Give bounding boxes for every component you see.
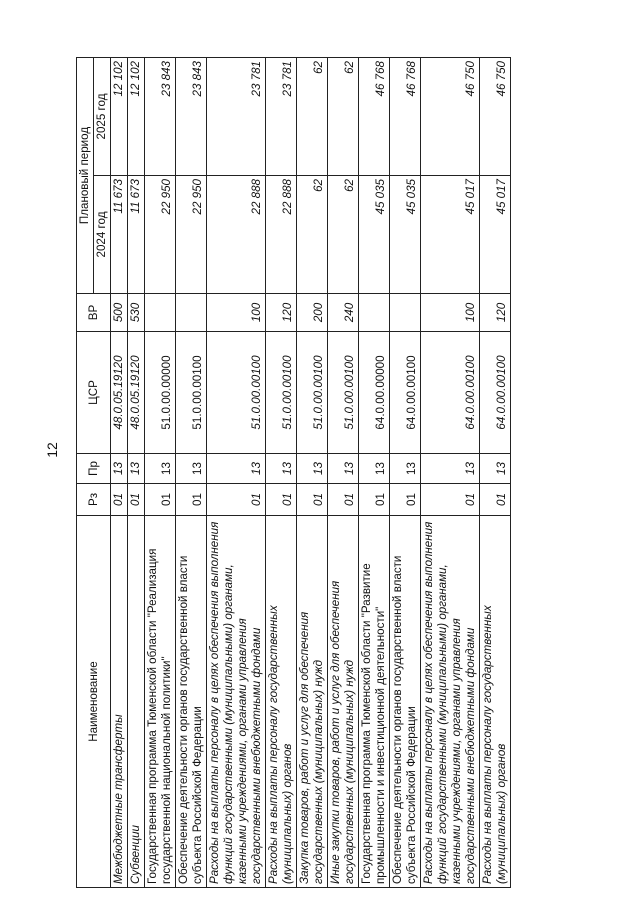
cell-2024: 62: [328, 176, 359, 294]
page-number: 12: [44, 442, 60, 458]
table-row: [328, 57, 359, 887]
cell-csr: 51.0.00.00100: [207, 332, 266, 454]
cell-2024: 22 888: [207, 176, 266, 294]
cell-2024: 45 035: [359, 176, 390, 294]
cell-name: Обеспечение деятельности органов государственной власти субъекта Российской Федерации: [390, 516, 421, 888]
cell-2024: 22 888: [266, 176, 297, 294]
cell-pr: 13: [145, 454, 176, 484]
cell-rz: 01: [328, 484, 359, 516]
cell-csr: 64.0.00.00000: [359, 332, 390, 454]
table-row: [480, 57, 511, 887]
cell-name: Межбюджетные трансферты: [111, 516, 128, 888]
cell-2025: 23 843: [176, 57, 207, 175]
cell-csr: 51.0.00.00100: [297, 332, 328, 454]
table-row: [421, 57, 480, 887]
cell-pr: 13: [207, 454, 266, 484]
cell-rz: 01: [390, 484, 421, 516]
cell-pr: 13: [421, 454, 480, 484]
cell-2025: 46 750: [480, 57, 511, 175]
cell-rz: 01: [359, 484, 390, 516]
cell-2024: 45 035: [390, 176, 421, 294]
header-plan-period: Плановый период: [77, 57, 94, 293]
cell-2024: 22 950: [176, 176, 207, 294]
cell-csr: 48.0.05.19120: [111, 332, 128, 454]
table-row: [390, 57, 421, 887]
cell-2024: 11 673: [111, 176, 128, 294]
cell-rz: 01: [480, 484, 511, 516]
cell-rz: 01: [111, 484, 128, 516]
cell-2024: 62: [297, 176, 328, 294]
cell-2025: 46 768: [359, 57, 390, 175]
cell-pr: 13: [297, 454, 328, 484]
cell-2025: 23 843: [145, 57, 176, 175]
cell-name: Расходы на выплаты персоналу в целях обеспечения выполнения функций государственными (муниципальными) органами, казенными учреждениями, органами управления государственными внебюджетными фондами: [421, 516, 480, 888]
cell-2025: 46 750: [421, 57, 480, 175]
header-name: Наименование: [77, 516, 111, 888]
cell-csr: 51.0.00.00100: [328, 332, 359, 454]
table-row: [266, 57, 297, 887]
cell-name: Иные закупки товаров, работ и услуг для обеспечения государственных (муниципальных) нужд: [328, 516, 359, 888]
cell-pr: 13: [266, 454, 297, 484]
cell-vr: 100: [207, 294, 266, 332]
cell-name: Расходы на выплаты персоналу в целях обеспечения выполнения функций государственными (муниципальными) органами, казенными учреждениями, органами управления государственными внебюджетными фондами: [207, 516, 266, 888]
cell-name: Расходы на выплаты персоналу государственных (муниципальных) органов: [480, 516, 511, 888]
cell-2024: 45 017: [421, 176, 480, 294]
header-rz: Рз: [77, 484, 111, 516]
cell-vr: [359, 294, 390, 332]
cell-rz: 01: [266, 484, 297, 516]
cell-name: Закупка товаров, работ и услуг для обеспечения государственных (муниципальных) нужд: [297, 516, 328, 888]
table-row: [359, 57, 390, 887]
header-vr: ВР: [77, 294, 111, 332]
cell-vr: 120: [266, 294, 297, 332]
table-row: [207, 57, 266, 887]
table-row: [111, 57, 128, 887]
cell-pr: 13: [128, 454, 145, 484]
header-csr: ЦСР: [77, 332, 111, 454]
cell-name: Расходы на выплаты персоналу государственных (муниципальных) органов: [266, 516, 297, 888]
cell-csr: 51.0.00.00100: [176, 332, 207, 454]
cell-name: Субвенции: [128, 516, 145, 888]
table-row: [176, 57, 207, 887]
header-2025: 2025 год: [94, 57, 111, 175]
rotated-table-container: [76, 58, 616, 888]
cell-rz: 01: [421, 484, 480, 516]
cell-2024: 22 950: [145, 176, 176, 294]
cell-2025: 23 781: [207, 57, 266, 175]
cell-rz: 01: [145, 484, 176, 516]
cell-2025: 12 102: [128, 57, 145, 175]
header-pr: Пр: [77, 454, 111, 484]
cell-vr: 200: [297, 294, 328, 332]
cell-pr: 13: [480, 454, 511, 484]
budget-table: [76, 57, 511, 888]
cell-vr: [390, 294, 421, 332]
cell-name: Государственная программа Тюменской области "Реализация государственной национальной политики": [145, 516, 176, 888]
cell-pr: 13: [390, 454, 421, 484]
cell-name: Обеспечение деятельности органов государственной власти субъекта Российской Федерации: [176, 516, 207, 888]
cell-vr: 240: [328, 294, 359, 332]
table-row: [128, 57, 145, 887]
cell-2024: 11 673: [128, 176, 145, 294]
cell-pr: 13: [111, 454, 128, 484]
cell-rz: 01: [207, 484, 266, 516]
cell-csr: 48.0.05.19120: [128, 332, 145, 454]
cell-vr: [176, 294, 207, 332]
table-row: [145, 57, 176, 887]
cell-name: Государственная программа Тюменской области "Развитие промышленности и инвестиционной деятельности": [359, 516, 390, 888]
cell-pr: 13: [328, 454, 359, 484]
cell-vr: 530: [128, 294, 145, 332]
cell-csr: 51.0.00.00000: [145, 332, 176, 454]
cell-csr: 64.0.00.00100: [421, 332, 480, 454]
cell-rz: 01: [128, 484, 145, 516]
cell-vr: [145, 294, 176, 332]
cell-vr: 100: [421, 294, 480, 332]
cell-rz: 01: [176, 484, 207, 516]
cell-2025: 62: [328, 57, 359, 175]
cell-pr: 13: [359, 454, 390, 484]
cell-2025: 62: [297, 57, 328, 175]
cell-pr: 13: [176, 454, 207, 484]
cell-2024: 45 017: [480, 176, 511, 294]
header-row-1: [77, 57, 94, 887]
cell-2025: 12 102: [111, 57, 128, 175]
cell-2025: 46 768: [390, 57, 421, 175]
cell-vr: 120: [480, 294, 511, 332]
cell-2025: 23 781: [266, 57, 297, 175]
cell-vr: 500: [111, 294, 128, 332]
cell-rz: 01: [297, 484, 328, 516]
cell-csr: 64.0.00.00100: [390, 332, 421, 454]
cell-csr: 51.0.00.00100: [266, 332, 297, 454]
header-2024: 2024 год: [94, 176, 111, 294]
cell-csr: 64.0.00.00100: [480, 332, 511, 454]
table-row: [297, 57, 328, 887]
